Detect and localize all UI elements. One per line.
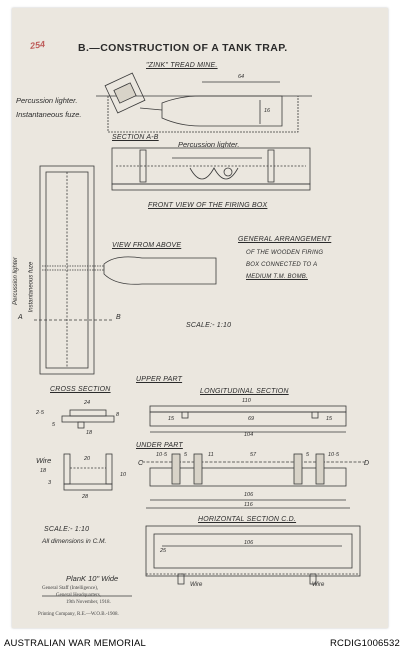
general-arrangement-line2: BOX CONNECTED TO A <box>246 262 318 268</box>
plan-fuze-label: Instantaneous fuze <box>28 261 35 313</box>
imprint-printer: Printing Company, R.E.—W.O.B.-1908. <box>38 612 119 617</box>
zink-mine-heading: "ZINK" TREAD MINE. <box>146 62 218 69</box>
horizontal-section-drawing <box>146 526 360 584</box>
cross-dim-24: 24 <box>84 400 91 406</box>
under-label-c: C <box>138 460 144 467</box>
under-part-drawing <box>142 454 366 508</box>
under-dim-11: 11 <box>208 452 214 458</box>
horizontal-wire-right: Wire <box>312 582 325 588</box>
page-title: B.—CONSTRUCTION OF A TANK TRAP. <box>78 42 288 54</box>
imprint-line1: General Staff (Intelligence), <box>42 586 99 591</box>
under-label-d: D <box>364 460 370 467</box>
longitudinal-section-heading: LONGITUDINAL SECTION <box>200 388 289 395</box>
under-part-heading: UNDER PART <box>136 442 183 449</box>
label-instantaneous-fuze: Instantaneous fuze. <box>16 110 82 119</box>
scale-main: SCALE:- 1:10 <box>186 322 232 329</box>
section-ab-percussion-label: Percussion lighter. <box>178 140 240 149</box>
general-arrangement-line3: MEDIUM T.M. BOMB. <box>246 274 308 280</box>
plank-note: PlanK 10" Wide <box>66 574 119 583</box>
cross-dim-18b: 18 <box>40 468 47 474</box>
cross-dim-10: 10 <box>120 472 127 478</box>
horizontal-section-heading: HORIZONTAL SECTION C.D. <box>198 516 297 523</box>
upper-part-heading: UPPER PART <box>136 376 183 383</box>
front-view-heading: FRONT VIEW OF THE FIRING BOX <box>148 202 268 209</box>
under-dim-5a: 5 <box>184 452 188 458</box>
plan-view-drawing <box>34 166 216 374</box>
plan-label-b: B <box>116 314 121 321</box>
cross-wire-label: Wire <box>36 456 52 465</box>
under-dim-106: 106 <box>244 492 254 498</box>
upper-dim-110: 110 <box>242 398 251 404</box>
upper-dim-15a: 15 <box>168 416 175 422</box>
under-dim-5b: 5 <box>306 452 310 458</box>
imprint-line3: 19th November, 1918. <box>66 600 111 605</box>
zink-mine-drawing <box>96 73 312 132</box>
plan-label-a: A <box>18 314 23 321</box>
dim-16: 16 <box>264 108 271 114</box>
upper-dim-104: 104 <box>244 432 254 438</box>
footer-archive-name: AUSTRALIAN WAR MEMORIAL <box>4 638 147 649</box>
general-arrangement-heading: GENERAL ARRANGEMENT <box>238 236 332 243</box>
under-dim-57: 57 <box>250 452 257 458</box>
horizontal-wire-left: Wire <box>190 582 203 588</box>
under-dim-116: 116 <box>244 502 253 508</box>
cross-dim-5: 5 <box>52 422 56 428</box>
stamp-number: 254 <box>29 39 46 51</box>
cross-section-drawing <box>62 410 114 490</box>
section-ab-heading: SECTION A-B <box>112 134 159 141</box>
upper-dim-69: 69 <box>248 416 255 422</box>
document-sheet <box>12 8 388 628</box>
imprint-line2: General Headquarters, <box>56 593 101 598</box>
cross-dim-8: 8 <box>116 412 120 418</box>
cross-dim-2-5: 2·5 <box>36 410 44 416</box>
cross-dim-3: 3 <box>48 480 52 486</box>
under-dim-10-5a: 10·5 <box>156 452 168 458</box>
view-above-heading: VIEW FROM ABOVE <box>112 242 182 249</box>
general-arrangement-line1: OF THE WOODEN FIRING <box>246 250 324 256</box>
cross-section-heading: CROSS SECTION <box>50 386 111 393</box>
upper-dim-15b: 15 <box>326 416 333 422</box>
cross-dim-18: 18 <box>86 430 93 436</box>
horizontal-dim-106: 106 <box>244 540 254 546</box>
dim-64: 64 <box>238 74 245 80</box>
plan-percussion-label: Percussion lighter <box>12 257 19 305</box>
scale-small-line2: All dimensions in C.M. <box>42 538 107 545</box>
horizontal-dim-25: 25 <box>160 548 167 554</box>
under-dim-10-5b: 10·5 <box>328 452 340 458</box>
footer-catalog-id: RCDIG1006532 <box>330 638 400 649</box>
scale-small-line1: SCALE:- 1:10 <box>44 526 90 533</box>
section-ab-drawing <box>112 148 310 190</box>
cross-dim-28: 28 <box>82 494 89 500</box>
label-percussion-lighter: Percussion lighter. <box>16 96 78 105</box>
cross-dim-20: 20 <box>84 456 91 462</box>
